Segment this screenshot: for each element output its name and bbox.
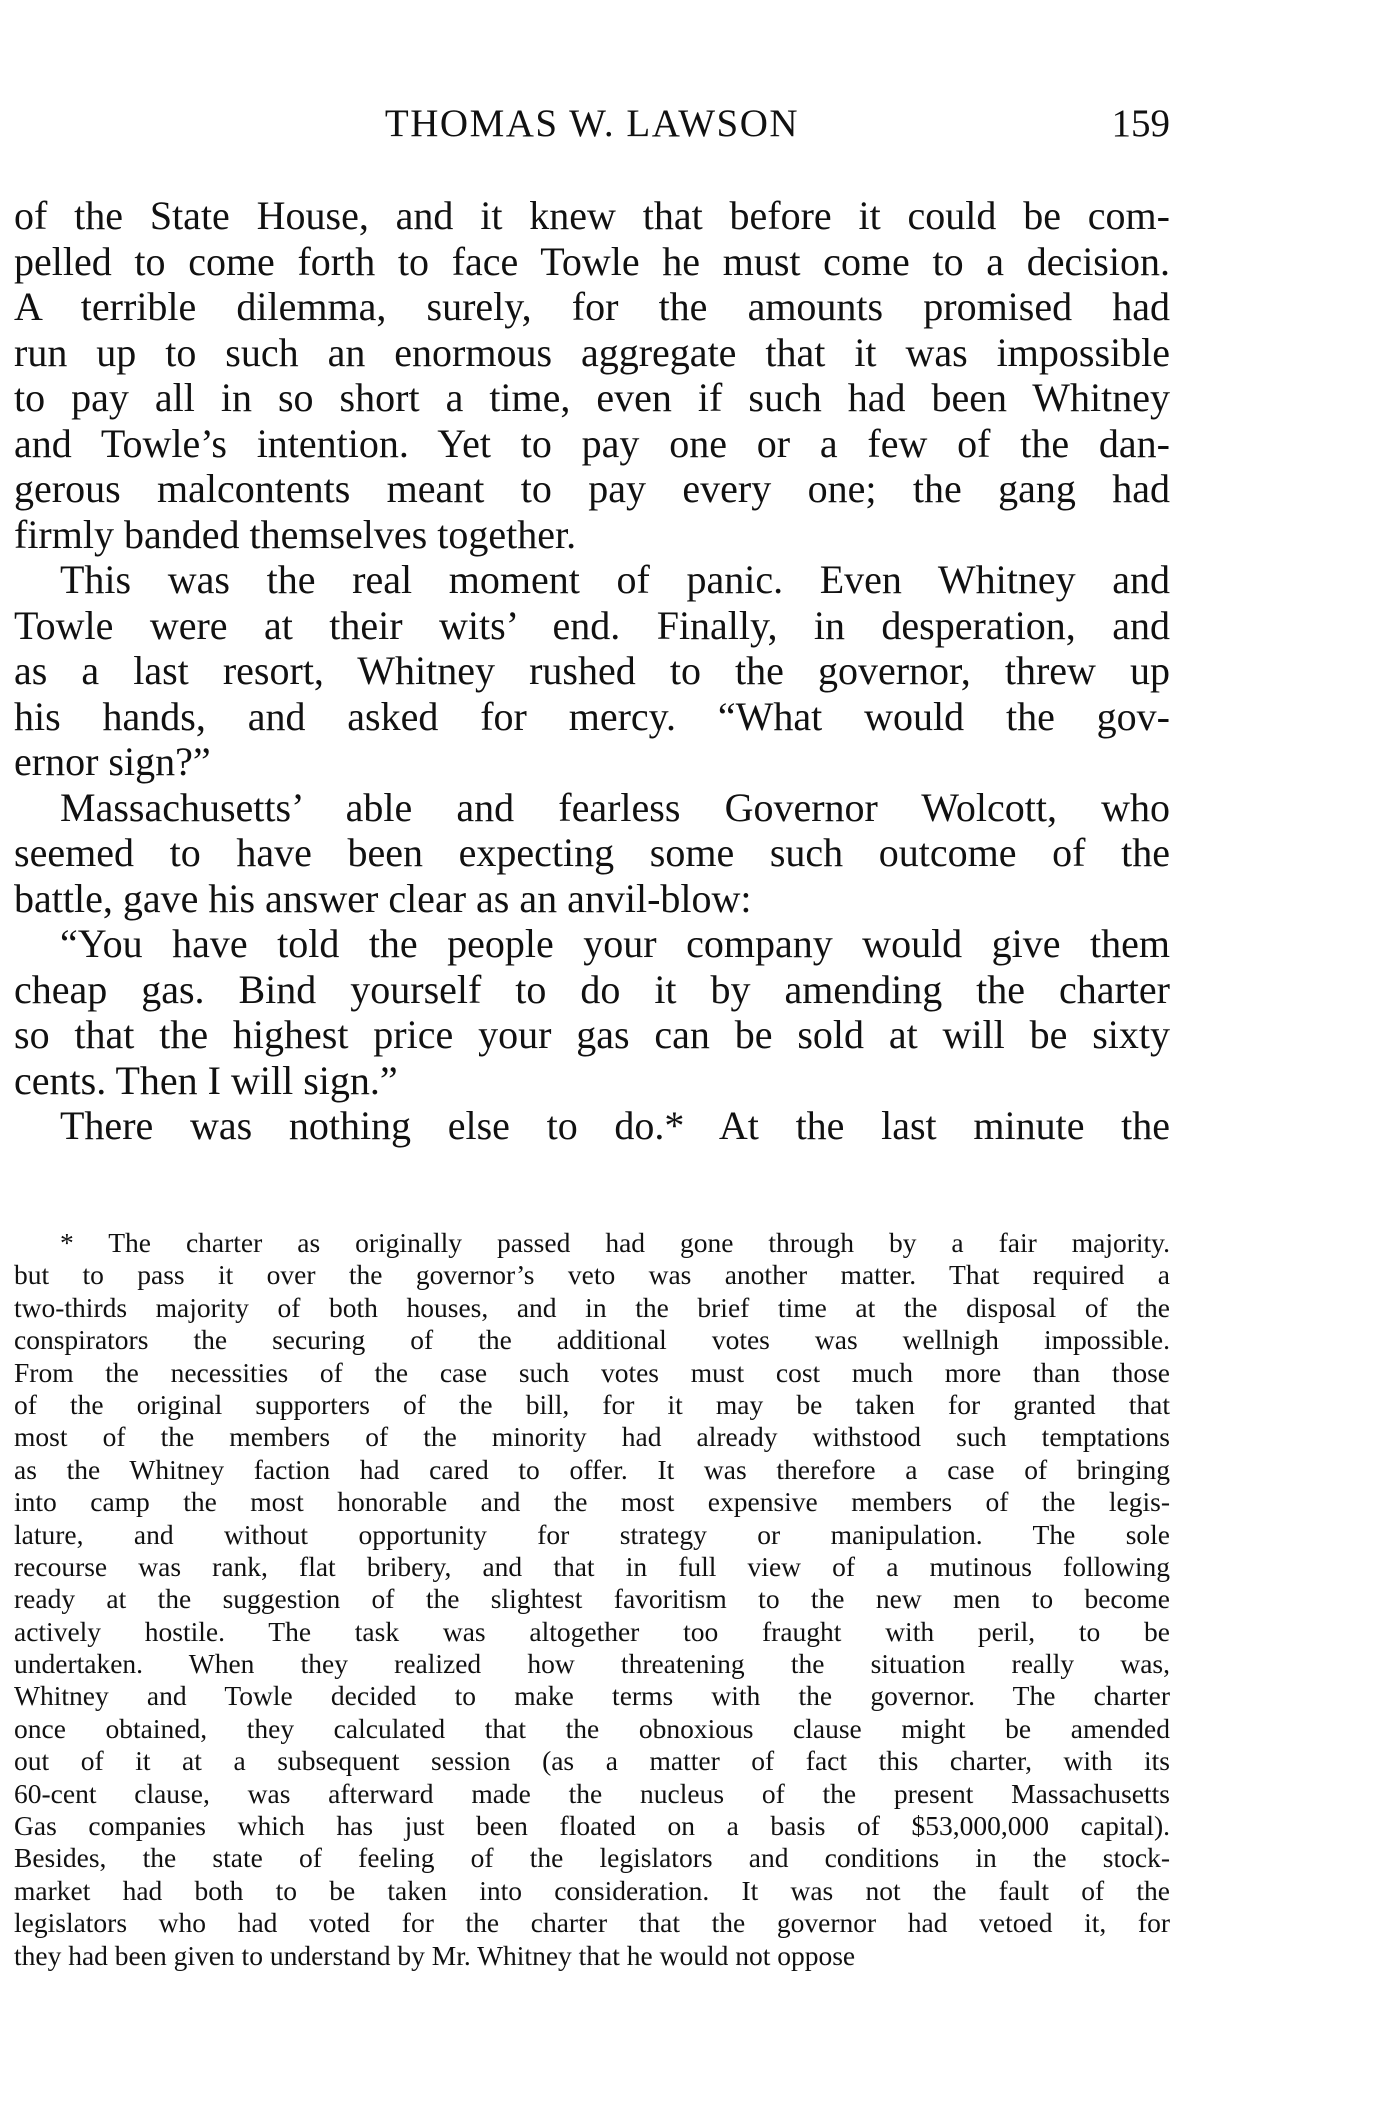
footnote-line: * The charter as originally passed had gone through by a fair majority. — [60, 1227, 1170, 1258]
body-line: gerous malcontents meant to pay every one; the gang had — [14, 466, 1170, 511]
body-line: seemed to have been expecting some such outcome of the — [14, 830, 1170, 875]
footnote-line: most of the members of the minority had already withstood such temptations — [14, 1421, 1170, 1453]
body-line: battle, gave his answer clear as an anvil-blow: — [14, 875, 752, 921]
body-line: ernor sign?” — [14, 739, 211, 784]
body-line: A terrible dilemma, surely, for the amounts promised had — [14, 284, 1170, 329]
body-line: There was nothing else to do.* At the last minute the — [60, 1103, 1170, 1148]
footnote-line: of the original supporters of the bill, for it may be taken for granted that — [14, 1388, 1170, 1420]
body-line: and Towle’s intention. Yet to pay one or a few of the dan- — [14, 420, 1170, 466]
footnote-line: 60-cent clause, was afterward made the nucleus of the present Massachusetts — [14, 1777, 1170, 1809]
footnote — [14, 1227, 1170, 1972]
running-title: THOMAS W. LAWSON — [384, 102, 800, 145]
body-line: of the State House, and it knew that before it could be com- — [14, 193, 1170, 238]
body-line: cheap gas. Bind yourself to do it by amending the charter — [14, 966, 1170, 1012]
page-number: 159 — [1111, 102, 1170, 145]
body-line: as a last resort, Whitney rushed to the governor, threw up — [14, 648, 1170, 693]
body-line: Towle were at their wits’ end. Finally, in desperation, and — [14, 602, 1170, 648]
footnote-line: ready at the suggestion of the slightest favoritism to the new men to become — [14, 1583, 1170, 1615]
body-line: his hands, and asked for mercy. “What would the gov- — [14, 693, 1170, 739]
footnote-line: into camp the most honorable and the most expensive members of the legis- — [14, 1486, 1170, 1518]
footnote-line: lature, and without opportunity for strategy or manipulation. The sole — [14, 1518, 1170, 1550]
footnote-line: as the Whitney faction had cared to offer. It was therefore a case of bringing — [14, 1453, 1170, 1485]
body-line: to pay all in so short a time, even if such had been Whitney — [14, 375, 1170, 420]
footnote-line: Whitney and Towle decided to make terms with the governor. The charter — [14, 1680, 1170, 1712]
body-line: so that the highest price your gas can be sold at will be sixty — [14, 1012, 1170, 1057]
footnote-line: market had both to be taken into consideration. It was not the fault of the — [14, 1874, 1170, 1906]
footnote-line: two-thirds majority of both houses, and in the brief time at the disposal of the — [14, 1291, 1170, 1323]
footnote-line: out of it at a subsequent session (as a matter of fact this charter, with its — [14, 1745, 1170, 1777]
footnote-line: legislators who had voted for the charter that the governor had vetoed it, for — [14, 1907, 1170, 1939]
footnote-line: undertaken. When they realized how threatening the situation really was, — [14, 1648, 1170, 1680]
footnote-line: Besides, the state of feeling of the legislators and conditions in the stock- — [14, 1842, 1170, 1874]
body-line: “You have told the people your company would give them — [60, 921, 1170, 966]
page-header — [14, 100, 1170, 148]
body-line: This was the real moment of panic. Even Whitney and — [60, 557, 1170, 602]
footnote-line: they had been given to understand by Mr. Whitney that he would not oppose — [14, 1939, 856, 1971]
footnote-line: conspirators the securing of the additional votes was wellnigh impossible. — [14, 1324, 1170, 1356]
body-line: run up to such an enormous aggregate that it was impossible — [14, 329, 1170, 375]
footnote-line: actively hostile. The task was altogether too fraught with peril, to be — [14, 1615, 1170, 1647]
body-line: pelled to come forth to face Towle he must come to a decision. — [14, 238, 1170, 284]
footnote-line: once obtained, they calculated that the obnoxious clause might be amended — [14, 1712, 1170, 1744]
footnote-line: Gas companies which has just been floated on a basis of $53,000,000 capital). — [14, 1810, 1170, 1842]
footnote-line: recourse was rank, flat bribery, and that in full view of a mutinous following — [14, 1550, 1170, 1582]
body-line: cents. Then I will sign.” — [14, 1057, 398, 1103]
body-text — [14, 193, 1170, 1149]
footnote-line: From the necessities of the case such votes must cost much more than those — [14, 1356, 1170, 1388]
body-line: Massachusetts’ able and fearless Governor Wolcott, who — [60, 784, 1170, 830]
footnote-line: but to pass it over the governor’s veto was another matter. That required a — [14, 1259, 1170, 1291]
body-line: firmly banded themselves together. — [14, 511, 577, 557]
